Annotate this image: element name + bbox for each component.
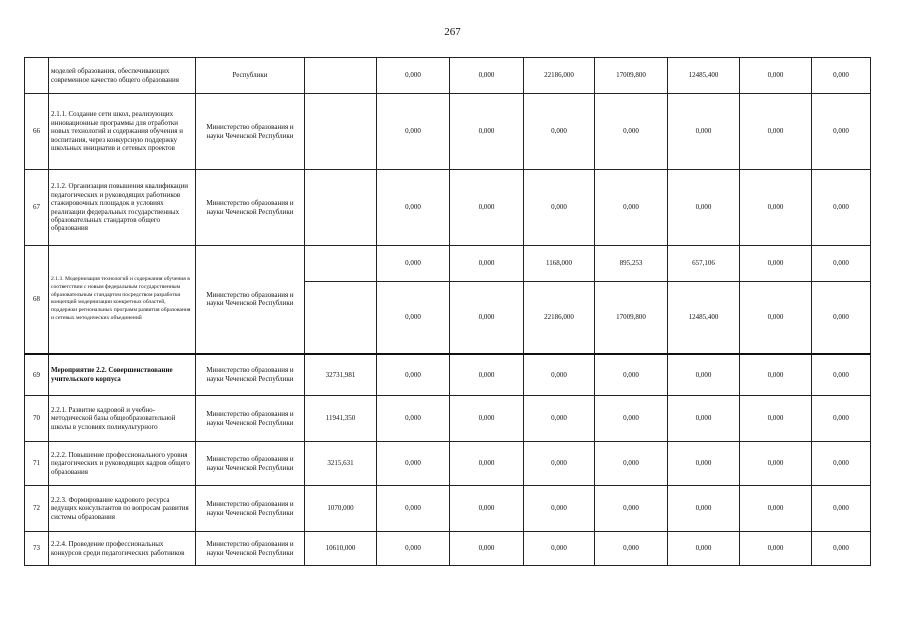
value-cell: 0,000	[377, 58, 450, 94]
value-cell: 895,253	[595, 246, 668, 282]
value-cell: 0,000	[668, 170, 740, 246]
value-cell: 0,000	[524, 94, 595, 170]
executor: Министерство образования и науки Чеченской Республики	[196, 486, 305, 532]
value-cell: 0,000	[812, 486, 871, 532]
value-cell: 0,000	[812, 442, 871, 486]
value-cell: 0,000	[740, 58, 812, 94]
row-number: 71	[25, 442, 49, 486]
value-cell: 0,000	[668, 354, 740, 396]
value-cell: 0,000	[812, 354, 871, 396]
value-cell: 0,000	[595, 94, 668, 170]
executor: Министерство образования и науки Чеченской Республики	[196, 396, 305, 442]
value-cell: 0,000	[524, 442, 595, 486]
value-cell: 0,000	[524, 396, 595, 442]
value-cell: 0,000	[377, 396, 450, 442]
executor: Министерство образования и науки Чеченской Республики	[196, 354, 305, 396]
value-cell: 1070,000	[305, 486, 377, 532]
table-row	[25, 170, 871, 246]
table-row	[25, 94, 871, 170]
value-cell: 0,000	[450, 486, 524, 532]
measure-description: Мероприятие 2.2. Совершенствование учительского корпуса	[49, 354, 196, 396]
value-cell: 0,000	[450, 58, 524, 94]
table-row	[25, 442, 871, 486]
value-cell: 1168,000	[524, 246, 595, 282]
executor: Министерство образования и науки Чеченской Республики	[196, 246, 305, 354]
value-cell: 17009,800	[595, 282, 668, 354]
value-cell: 0,000	[450, 532, 524, 566]
value-cell: 0,000	[450, 282, 524, 354]
executor: Республики	[196, 58, 305, 94]
value-cell: 0,000	[740, 486, 812, 532]
row-number: 66	[25, 94, 49, 170]
value-cell: 657,106	[668, 246, 740, 282]
value-cell: 0,000	[595, 486, 668, 532]
measure-description: 2.2.3. Формирование кадрового ресурса ведущих консультантов по вопросам развития системы образования	[49, 486, 196, 532]
value-cell: 0,000	[740, 170, 812, 246]
budget-table	[24, 57, 871, 566]
value-cell: 3215,631	[305, 442, 377, 486]
value-cell	[305, 94, 377, 170]
value-cell: 0,000	[377, 532, 450, 566]
value-cell: 0,000	[450, 246, 524, 282]
row-number: 67	[25, 170, 49, 246]
table-row	[25, 354, 871, 396]
value-cell: 0,000	[740, 442, 812, 486]
value-cell	[305, 170, 377, 246]
measure-description: 2.2.4. Проведение профессиональных конкурсов среди педагогических работников	[49, 532, 196, 566]
executor: Министерство образования и науки Чеченской Республики	[196, 532, 305, 566]
value-cell: 22186,000	[524, 58, 595, 94]
value-cell: 0,000	[595, 170, 668, 246]
measure-description: моделей образования, обеспечивающих современное качество общего образования	[49, 58, 196, 94]
table-row	[25, 396, 871, 442]
value-cell: 0,000	[450, 354, 524, 396]
value-cell: 0,000	[377, 94, 450, 170]
value-cell: 0,000	[450, 170, 524, 246]
value-cell: 0,000	[668, 442, 740, 486]
value-cell: 0,000	[740, 282, 812, 354]
value-cell: 22186,000	[524, 282, 595, 354]
value-cell: 0,000	[377, 246, 450, 282]
value-cell: 0,000	[812, 170, 871, 246]
table-row	[25, 246, 871, 282]
table-row	[25, 58, 871, 94]
value-cell: 32731,981	[305, 354, 377, 396]
row-number: 70	[25, 396, 49, 442]
value-cell: 0,000	[740, 532, 812, 566]
value-cell: 0,000	[668, 532, 740, 566]
executor: Министерство образования и науки Чеченской Республики	[196, 170, 305, 246]
table-row	[25, 532, 871, 566]
value-cell: 0,000	[377, 354, 450, 396]
value-cell: 0,000	[450, 442, 524, 486]
value-cell: 0,000	[812, 532, 871, 566]
value-cell: 0,000	[812, 396, 871, 442]
executor: Министерство образования и науки Чеченской Республики	[196, 94, 305, 170]
value-cell: 0,000	[377, 282, 450, 354]
value-cell: 0,000	[812, 246, 871, 282]
value-cell: 0,000	[377, 486, 450, 532]
measure-description: 2.2.1. Развитие кадровой и учебно-методической базы общеобразовательной школы в условиях поликультурного	[49, 396, 196, 442]
measure-description: 2.2.2. Повышение профессионального уровня педагогических и руководящих кадров общего образования	[49, 442, 196, 486]
value-cell: 0,000	[450, 94, 524, 170]
value-cell: 0,000	[595, 354, 668, 396]
value-cell: 0,000	[668, 486, 740, 532]
row-number: 69	[25, 354, 49, 396]
value-cell: 0,000	[740, 246, 812, 282]
value-cell: 0,000	[524, 532, 595, 566]
measure-description: 2.1.2. Организация повышения квалификации педагогических и руководящих работников стажировочных площадок в условиях реализации федеральных государственных образовательных стандартов общего образования	[49, 170, 196, 246]
value-cell: 10610,000	[305, 532, 377, 566]
value-cell: 0,000	[377, 442, 450, 486]
measure-description: 2.1.3. Модернизация технологий и содержания обучения в соответствии с новым федеральным государственным образовательным стандартом посредством разработки концепций модернизации конкретных областей, поддержки региональных программ развития образования и сетевых методических объединений	[49, 246, 196, 354]
value-cell: 0,000	[524, 486, 595, 532]
value-cell: 0,000	[740, 354, 812, 396]
value-cell: 0,000	[524, 170, 595, 246]
value-cell: 12485,400	[668, 58, 740, 94]
value-cell: 0,000	[595, 396, 668, 442]
value-cell	[305, 58, 377, 94]
value-cell: 12485,400	[668, 282, 740, 354]
value-cell: 0,000	[450, 396, 524, 442]
value-cell: 0,000	[812, 58, 871, 94]
value-cell: 0,000	[595, 532, 668, 566]
table-row	[25, 486, 871, 532]
row-number: 72	[25, 486, 49, 532]
value-cell: 0,000	[595, 442, 668, 486]
value-cell: 0,000	[812, 282, 871, 354]
value-cell: 17009,800	[595, 58, 668, 94]
page-number: 267	[444, 26, 461, 38]
row-number: 73	[25, 532, 49, 566]
value-cell: 0,000	[668, 396, 740, 442]
value-cell: 0,000	[740, 94, 812, 170]
measure-description: 2.1.1. Создание сети школ, реализующих инновационные программы для отработки новых технологий и содержания обучения и воспитания, через конкурсную поддержку школьных инициатив и сетевых проектов	[49, 94, 196, 170]
value-cell: 0,000	[524, 354, 595, 396]
row-number	[25, 58, 49, 94]
value-cell: 0,000	[740, 396, 812, 442]
value-cell: 11941,350	[305, 396, 377, 442]
value-cell	[305, 282, 377, 354]
executor: Министерство образования и науки Чеченской Республики	[196, 442, 305, 486]
value-cell	[305, 246, 377, 282]
value-cell: 0,000	[668, 94, 740, 170]
value-cell: 0,000	[377, 170, 450, 246]
row-number: 68	[25, 246, 49, 354]
value-cell: 0,000	[812, 94, 871, 170]
